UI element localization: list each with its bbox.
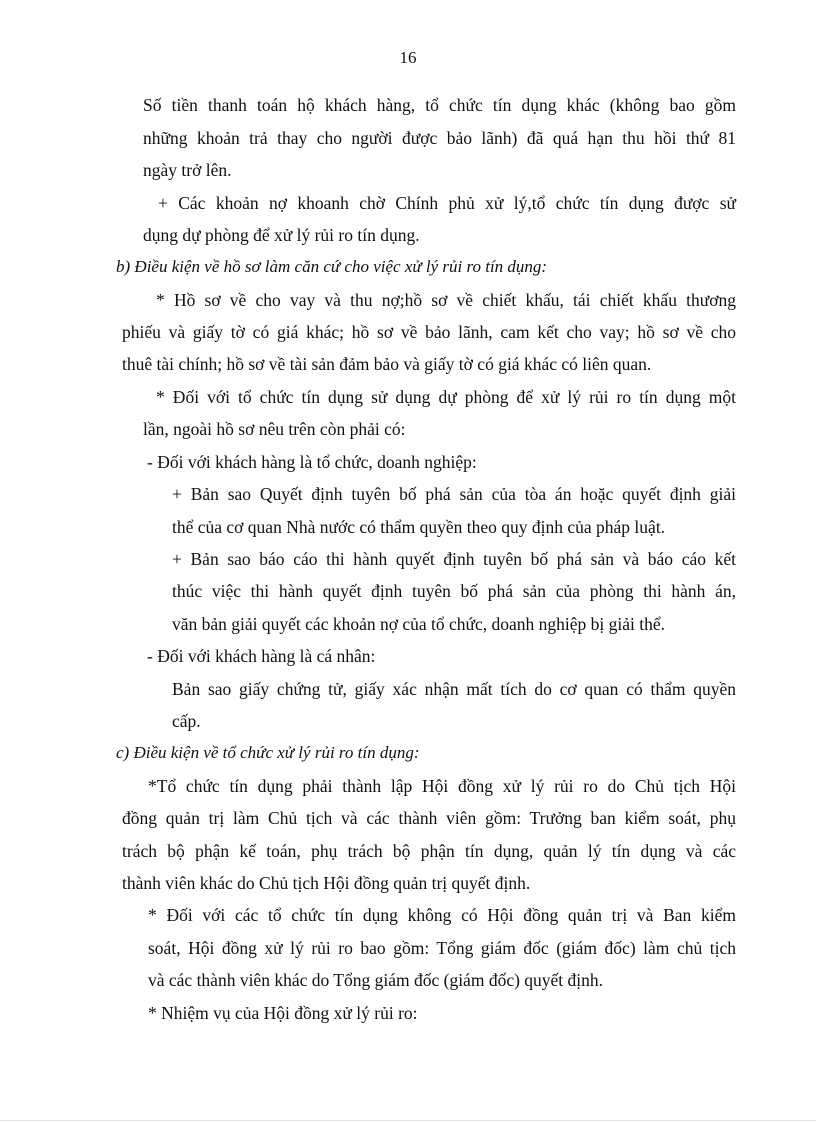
text-line: những khoản trả thay cho người được bảo lãnh) đã quá hạn thu hồi thứ 81: [143, 128, 736, 148]
section-heading-b: b) Điều kiện về hồ sơ làm căn cứ cho việc xử lý rủi ro tín dụng:: [116, 257, 548, 276]
text-line: Bản sao giấy chứng tử, giấy xác nhận mất tích do cơ quan có thẩm quyền: [172, 679, 736, 699]
text-line: lần, ngoài hồ sơ nêu trên còn phải có:: [143, 419, 406, 439]
section-heading-c: c) Điều kiện về tổ chức xử lý rủi ro tín dụng:: [116, 743, 420, 762]
text-line: cấp.: [172, 711, 201, 731]
text-line: thuê tài chính; hồ sơ về tài sản đảm bảo và giấy tờ có giá khác có liên quan.: [122, 354, 652, 374]
text-line: và các thành viên khác do Tổng giám đốc (giám đốc) quyết định.: [148, 970, 604, 990]
text-line: thể của cơ quan Nhà nước có thẩm quyền theo quy định của pháp luật.: [172, 517, 666, 537]
page-number: 16: [399, 48, 417, 67]
text-line: thành viên khác do Chủ tịch Hội đồng quản trị quyết định.: [122, 873, 531, 893]
text-line: - Đối với khách hàng là tổ chức, doanh nghiệp:: [147, 452, 477, 472]
text-line: dụng dự phòng để xử lý rủi ro tín dụng.: [143, 225, 420, 245]
text-line: * Nhiệm vụ của Hội đồng xử lý rủi ro:: [148, 1003, 418, 1023]
text-line: phiếu và giấy tờ có giá khác; hồ sơ về bảo lãnh, cam kết cho vay; hồ sơ về cho: [122, 322, 736, 342]
text-line: + Bản sao báo cáo thi hành quyết định tuyên bố phá sản và báo cáo kết: [172, 549, 736, 569]
text-line: trách bộ phận kế toán, phụ trách bộ phận tín dụng, quản lý tín dụng và các: [122, 841, 736, 861]
text-line: văn bản giải quyết các khoản nợ của tổ chức, doanh nghiệp bị giải thể.: [172, 614, 666, 634]
text-line: *Tổ chức tín dụng phải thành lập Hội đồng xử lý rủi ro do Chủ tịch Hội: [148, 776, 736, 796]
text-line: - Đối với khách hàng là cá nhân:: [147, 646, 376, 666]
text-line: đồng quản trị làm Chủ tịch và các thành viên gồm: Trưởng ban kiểm soát, phụ: [122, 808, 736, 828]
text-line: thúc việc thi hành quyết định tuyên bố phá sản của phòng thi hành án,: [172, 581, 736, 601]
text-line: + Bản sao Quyết định tuyên bố phá sản của tòa án hoặc quyết định giải: [172, 484, 736, 504]
text-line: * Đối với các tổ chức tín dụng không có Hội đồng quản trị và Ban kiểm: [148, 905, 736, 925]
page-bottom-edge: [0, 1120, 816, 1121]
text-line: soát, Hội đồng xử lý rủi ro bao gồm: Tổng giám đốc (giám đốc) làm chủ tịch: [148, 938, 736, 958]
text-line: ngày trở lên.: [143, 160, 232, 180]
text-line: + Các khoản nợ khoanh chờ Chính phủ xử lý,tổ chức tín dụng được sử: [158, 193, 736, 213]
text-line: * Đối với tổ chức tín dụng sử dụng dự phòng để xử lý rủi ro tín dụng một: [156, 387, 736, 407]
text-line: Số tiền thanh toán hộ khách hàng, tổ chức tín dụng khác (không bao gồm: [143, 95, 736, 115]
text-line: * Hồ sơ về cho vay và thu nợ;hồ sơ về chiết khấu, tái chiết khấu thương: [156, 290, 736, 310]
